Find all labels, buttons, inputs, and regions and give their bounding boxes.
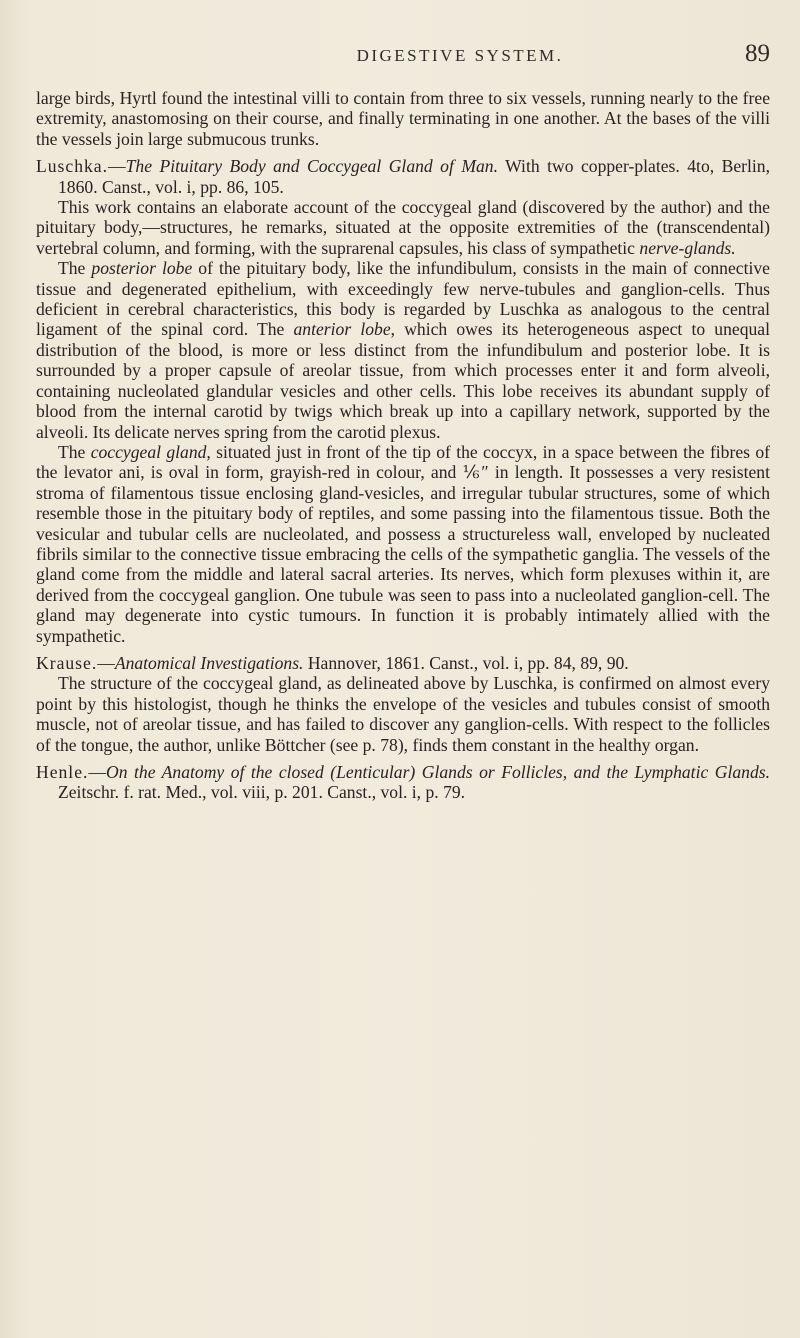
page-body xyxy=(36,88,770,803)
bibliography-entry-luschka xyxy=(36,156,770,197)
entry-author: Henle. xyxy=(36,762,89,782)
entry-citation: Hannover, 1861. Canst., vol. i, pp. 84, 89, 90. xyxy=(303,652,629,673)
author-dash: — xyxy=(97,652,115,673)
author-dash: — xyxy=(108,156,126,177)
bibliography-entry-krause xyxy=(36,653,770,673)
entry-citation: With two copper-plates. 4to, Berlin, 1860. Canst., vol. i, pp. 86, 105. xyxy=(58,156,770,197)
entry-title: On the Anatomy of the closed (Lenticular) Glands or Follicles, and the Lymphatic Glands. xyxy=(106,762,770,782)
entry-author: Krause. xyxy=(36,652,98,673)
krause-paragraph-1: The structure of the coccygeal gland, as delineated above by Luschka, is confirmed on almost every point by this histologist, though he thinks the envelope of the vesicles and tubules consist of smooth muscle, not of areolar tissue, and has failed to discover any ganglion-cells. With respect to the follicles of the tongue, the author, unlike Böttcher (see p. 78), finds them constant in the healthy organ. xyxy=(36,673,770,755)
page-number: 89 xyxy=(745,40,770,67)
page-header xyxy=(250,40,770,76)
luschka-paragraph-1: This work contains an elaborate account of the coccygeal gland (discovered by the author) and the pituitary body,—structures, he remarks, situated at the opposite extremities of the (transcendental) vertebral column, and forming, with the suprarenal capsules, his class of sympathetic nerve-glands. xyxy=(36,197,770,258)
bibliography-entry-henle xyxy=(36,762,770,803)
luschka-paragraph-2: The posterior lobe of the pituitary body, like the infundibulum, consists in the main of connective tissue and degenerated epithelium, with exceedingly few nerve-tubules and ganglion-cells. Thus deficient in cerebral characteristics, this body is regarded by Luschka as analogous to the central ligament of the spinal cord. The anterior lobe, which owes its heterogeneous aspect to unequal distribution of the blood, is more or less distinct from the infundibulum and posterior lobe. It is surrounded by a proper capsule of areolar tissue, from which processes enter it and form alveoli, containing nucleolated glandular vesicles and other cells. This lobe receives its abundant supply of blood from the internal carotid by twigs which break up into a capillary network, supported by the alveoli. Its delicate nerves spring from the carotid plexus. xyxy=(36,258,770,442)
running-head: DIGESTIVE SYSTEM. xyxy=(356,46,564,65)
entry-citation: Zeitschr. f. rat. Med., vol. viii, p. 201. Canst., vol. i, p. 79. xyxy=(58,782,466,803)
entry-title: Anatomical Investigations. xyxy=(114,652,304,673)
entry-author: Luschka. xyxy=(36,156,109,177)
luschka-paragraph-3: The coccygeal gland, situated just in front of the tip of the coccyx, in a space between the fibres of the levator ani, is oval in form, grayish-red in colour, and ⅙″ in length. It possesses a very resistent stroma of filamentous tissue enclosing gland-vesicles, and irregular tubular structures, some of which resemble those in the pituitary body of reptiles, and some passing into the filamentous tissue. Both the vesicular and tubular cells are nucleolated, and possess a structureless wall, enveloped by nucleated fibrils similar to the connective tissue embracing the cells of the sympathetic ganglia. The vessels of the gland come from the middle and lateral sacral arteries. Its nerves, which form plexuses within it, are derived from the coccygeal ganglion. One tubule was seen to pass into a nucleolated ganglion-cell. The gland may degenerate into cystic tumours. In function it is probably intimately allied with the sympathetic. xyxy=(36,441,770,646)
intro-paragraph: large birds, Hyrtl found the intestinal villi to contain from three to six vessels, running nearly to the free extremity, anastomosing on their course, and finally terminating in one another. At the bases of the villi the vessels join large submucous trunks. xyxy=(36,88,770,149)
entry-title: The Pituitary Body and Coccygeal Gland of Man. xyxy=(125,156,498,177)
author-dash: — xyxy=(88,762,107,782)
